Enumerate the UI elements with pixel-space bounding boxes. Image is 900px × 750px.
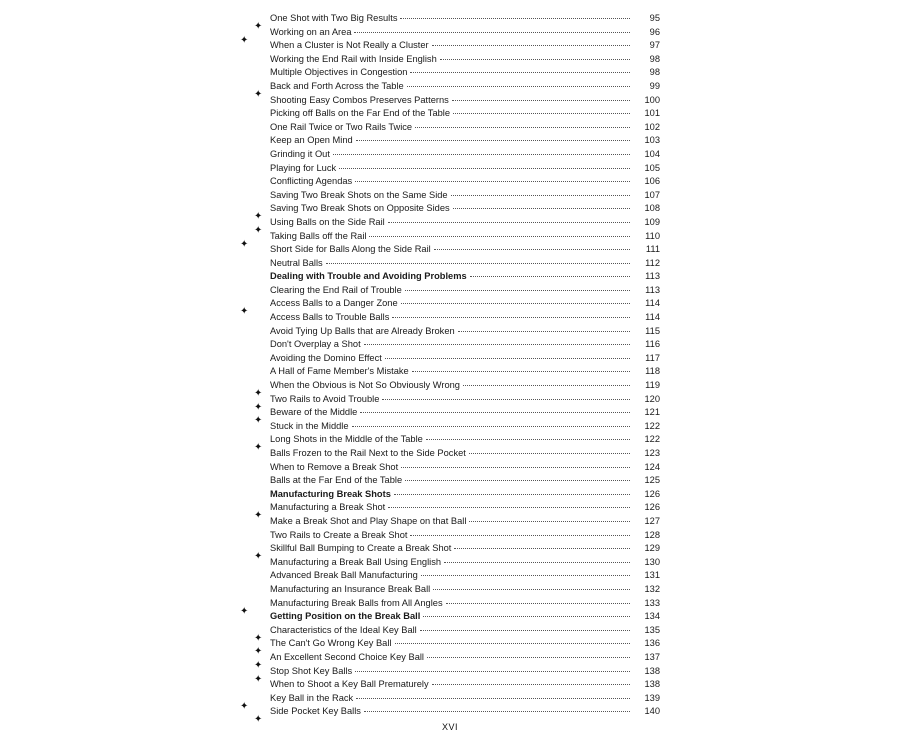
dot-leader [454,548,630,549]
toc-entry-title: Don't Overplay a Shot [270,339,361,350]
toc-entry-page-number: 135 [644,624,660,635]
dot-leader [432,45,630,46]
toc-entry-title: Working on an Area [270,26,352,37]
dot-leader [453,208,630,209]
toc-entry[interactable] [240,94,660,108]
dot-leader [356,698,630,699]
toc-entry-title-cell [270,216,634,230]
toc-entry-title-cell [270,692,634,706]
toc-entry-title-cell [270,80,634,94]
toc-entry[interactable] [240,338,660,352]
toc-entry-title: When to Remove a Break Shot [270,461,399,472]
toc-entry-title-cell [270,610,634,624]
toc-entry[interactable] [240,515,660,529]
toc-entry[interactable] [240,257,660,271]
diamond-bullet-icon: ✦ [254,673,263,685]
toc-entry-page-number: 116 [645,339,660,350]
toc-entry-page-number: 98 [649,53,660,64]
toc-entry-title: Saving Two Break Shots on the Same Side [270,189,448,200]
dot-leader [463,385,630,386]
toc-entry-title-cell [270,352,634,366]
toc-entry-title-cell [270,583,634,597]
toc-entry-title: Manufacturing Break Shots [270,488,391,499]
toc-entry-title-cell [270,338,634,352]
toc-entry-title-cell [270,624,634,638]
toc-entry[interactable] [240,189,660,203]
toc-entry-page-number: 104 [644,148,660,159]
dot-leader [434,249,630,250]
dot-leader [444,562,630,563]
toc-entry-title: Manufacturing a Break Shot [270,502,386,513]
diamond-bullet-icon: ✦ [254,659,263,671]
toc-entry-title: Manufacturing an Insurance Break Ball [270,583,431,594]
toc-entry[interactable] [240,529,660,543]
diamond-bullet-icon: ✦ [254,21,263,32]
toc-entry-title: Advanced Break Ball Manufacturing [270,570,418,581]
toc-entry-page-number: 136 [644,638,660,649]
toc-entry-title-cell [270,53,634,67]
toc-entry-page-number: 105 [644,162,660,173]
toc-entry-title-cell [270,134,634,148]
toc-entry-page-number: 140 [644,706,660,717]
toc-entry-page-number: 113 [645,271,660,282]
toc-entry-title: Dealing with Trouble and Avoiding Problems [270,271,467,282]
toc-entry-title: Clearing the End Rail of Trouble [270,284,402,295]
toc-entry-title-cell [270,107,634,121]
diamond-bullet-icon: ✦ [254,510,263,522]
toc-entry-title: A Hall of Fame Member's Mistake [270,366,409,377]
toc-entry-page-number: 132 [644,583,660,594]
toc-entry-title-cell [270,365,634,379]
toc-entry[interactable] [240,420,660,434]
toc-entry-page-number: 107 [644,189,660,200]
toc-entry-title-cell [270,529,634,543]
toc-entry-title-cell [270,447,634,461]
toc-entry-title: Manufacturing a Break Ball Using English [270,556,442,567]
toc-entry-title-cell [270,597,634,611]
toc-entry-title-cell [270,230,634,244]
toc-entry-page-number: 114 [645,298,660,309]
dot-leader [470,276,630,277]
toc-entry-page-number: 126 [644,502,660,513]
toc-entry-title-cell [270,569,634,583]
dot-leader [415,127,630,128]
toc-entry-page-number: 100 [644,94,660,105]
toc-entry-title: Working the End Rail with Inside English [270,53,437,64]
dot-leader [392,317,630,318]
toc-entry-title: Playing for Luck [270,162,337,173]
toc-entry-page-number: 121 [644,407,660,418]
dot-leader [410,72,630,73]
toc-entry-page-number: 126 [644,488,660,499]
toc-entry-page-number: 106 [644,176,660,187]
toc-entry-title-cell [270,515,634,529]
toc-entry-title: Using Balls on the Side Rail [270,216,385,227]
toc-entry-title: The Can't Go Wrong Key Ball [270,638,392,649]
toc-entry-page-number: 110 [645,230,660,241]
toc-entry[interactable] [240,107,660,121]
toc-entry-title: When a Cluster is Not Really a Cluster [270,40,429,51]
dot-leader [400,18,630,19]
dot-leader [326,263,630,264]
dot-leader [458,331,630,332]
dot-leader [432,684,630,685]
toc-entry-title: Keep an Open Mind [270,135,353,146]
dot-leader [469,521,630,522]
toc-entry-title-cell [270,665,634,679]
toc-entry-title-cell [270,637,634,651]
toc-entry-title-cell [270,406,634,420]
toc-entry-title: Skillful Ball Bumping to Create a Break Shot [270,543,452,554]
toc-entry-title: Access Balls to a Danger Zone [270,298,398,309]
toc-entry[interactable] [240,583,660,597]
dot-leader [405,480,630,481]
dot-leader [440,59,630,60]
toc-entry-title-cell [270,175,634,189]
dot-leader [407,86,630,87]
toc-entry-title-cell [270,325,634,339]
toc-entry-title: Stuck in the Middle [270,420,349,431]
toc-entry-title: When to Shoot a Key Ball Prematurely [270,679,429,690]
toc-entry-title: Shooting Easy Combos Preserves Patterns [270,94,449,105]
diamond-bullet-icon: ✦ [254,632,263,644]
dot-leader [469,453,630,454]
dot-leader [354,32,630,33]
toc-entry-page-number: 124 [644,461,660,472]
dot-leader [369,236,630,237]
diamond-bullet-icon: ✦ [254,442,263,454]
toc-entry-page-number: 99 [649,80,660,91]
toc-entry-title-cell [270,121,634,135]
dot-leader [360,412,630,413]
toc-entry-title: Multiple Objectives in Congestion [270,67,408,78]
toc-entry-title: Getting Position on the Break Ball [270,611,421,622]
dot-leader [355,671,630,672]
toc-entry-page-number: 123 [644,448,660,458]
toc-entry[interactable] [240,53,660,67]
toc-entry-page-number: 114 [645,312,660,323]
toc-entry-title-cell [270,270,634,284]
diamond-bullet-icon: ✦ [254,646,263,658]
toc-entry-title-cell [270,379,634,393]
toc-entry-title: Conflicting Agendas [270,176,353,187]
toc-entry-page-number: 138 [644,679,660,690]
dot-leader [452,100,630,101]
toc-entry-title-cell [270,26,634,40]
toc-entry-page-number: 112 [645,257,660,268]
toc-entry-title: Neutral Balls [270,257,323,268]
toc-entry-page-number: 118 [645,366,660,377]
dot-leader [356,140,630,141]
toc-entry-title-cell [270,651,634,665]
toc-entry-page-number: 127 [644,515,660,526]
toc-entry[interactable] [240,162,660,176]
toc-entry-page-number: 115 [645,325,660,336]
diamond-bullet-icon: ✦ [254,401,263,413]
toc-entry-title: Balls Frozen to the Rail Next to the Side Pocket [270,448,466,458]
toc-entry[interactable] [240,148,660,162]
toc-entry[interactable] [240,311,660,325]
dot-leader [410,535,630,536]
toc-entry-title-cell [270,705,634,719]
toc-entry-title: Long Shots in the Middle of the Table [270,434,423,445]
toc-entry-title-cell [270,542,634,556]
toc-entry-page-number: 122 [644,434,660,445]
toc-entry-title: An Excellent Second Choice Key Ball [270,651,425,662]
toc-entry-title-cell [270,202,634,216]
toc-entry-title: Balls at the Far End of the Table [270,475,403,486]
toc-entry-page-number: 101 [644,108,660,119]
toc-entry[interactable] [240,365,660,379]
toc-entry-title: Avoiding the Domino Effect [270,352,382,363]
toc-entry-title-cell [270,162,634,176]
diamond-bullet-icon: ✦ [254,415,263,427]
toc-entry-title: Characteristics of the Ideal Key Ball [270,624,417,635]
toc-entry[interactable] [240,39,660,53]
toc-entry-title: Key Ball in the Rack [270,692,354,703]
toc-entry[interactable] [240,352,660,366]
toc-entry-title: Avoid Tying Up Balls that are Already Broken [270,325,455,336]
toc-entry[interactable] [240,474,660,488]
dot-leader [426,439,630,440]
toc-entry-title-cell [270,94,634,108]
toc-entry-page-number: 133 [644,597,660,608]
toc-entry-page-number: 129 [644,543,660,554]
toc-entry-title-cell [270,297,634,311]
toc-entry-page-number: 108 [644,203,660,214]
dot-leader [423,616,630,617]
diamond-bullet-icon: ✦ [254,224,263,236]
toc-entry[interactable] [240,325,660,339]
toc-entry[interactable] [240,610,660,624]
toc-entry-page-number: 128 [644,529,660,540]
toc-entry-title: Two Rails to Create a Break Shot [270,529,408,540]
toc-entry-title: Saving Two Break Shots on Opposite Sides [270,203,450,214]
toc-entry-title-cell [270,243,634,257]
toc-entry[interactable] [240,461,660,475]
diamond-bullet-icon: ✦ [254,211,263,223]
dot-leader [453,113,630,114]
diamond-bullet-icon: ✦ [240,306,249,318]
toc-entry-title-cell [270,556,634,570]
toc-entry-title-cell [270,420,634,434]
toc-entry[interactable] [240,175,660,189]
dot-leader [394,494,630,495]
diamond-bullet-icon: ✦ [240,700,249,712]
toc-entry[interactable] [240,134,660,148]
toc-entry-page-number: 134 [644,611,660,622]
toc-entry-title: Short Side for Balls Along the Side Rail [270,244,431,255]
toc-entry-title: Manufacturing Break Balls from All Angles [270,597,443,608]
dot-leader [388,507,630,508]
diamond-bullet-icon: ✦ [254,551,263,563]
toc-entry-page-number: 97 [649,40,660,51]
diamond-bullet-icon: ✦ [240,605,249,617]
toc-entry-page-number: 95 [649,13,660,23]
toc-entry[interactable] [240,488,660,502]
diamond-bullet-icon: ✦ [254,388,263,400]
toc-entry-title-cell [270,66,634,80]
toc-entry-page-number: 102 [644,121,660,132]
toc-entry-title-cell [270,284,634,298]
toc-entry-page-number: 122 [644,420,660,431]
toc-entry-title-cell [270,257,634,271]
dot-leader [395,643,631,644]
toc-entry-title-cell [270,393,634,407]
toc-entry-title-cell [270,39,634,53]
toc-entry-title: One Rail Twice or Two Rails Twice [270,121,413,132]
toc-entry-title: Two Rails to Avoid Trouble [270,393,380,404]
dot-leader [427,657,630,658]
toc-entry[interactable] [240,270,660,284]
toc-entry[interactable] [240,243,660,257]
toc-entry-page-number: 120 [644,393,660,404]
toc-entry-title-cell [270,461,634,475]
diamond-bullet-icon: ✦ [254,88,263,100]
toc-entry[interactable] [240,569,660,583]
toc-entry-title-cell [270,501,634,515]
toc-entry[interactable] [240,556,660,570]
diamond-bullet-icon: ✦ [254,714,263,726]
dot-leader [401,303,630,304]
toc-entry-page-number: 103 [644,135,660,146]
toc-entry-title: Make a Break Shot and Play Shape on that Ball [270,515,467,526]
toc-entry-title: Grinding it Out [270,148,330,159]
toc-entry-title-cell [270,189,634,203]
toc-entry-title: Picking off Balls on the Far End of the Table [270,108,451,119]
toc-entry-title-cell [270,678,634,692]
toc-entry-title-cell [270,311,634,325]
toc-entry-title-cell [270,433,634,447]
dot-leader [385,358,630,359]
dot-leader [382,399,630,400]
toc-entry-title-cell [270,148,634,162]
dot-leader [433,589,630,590]
toc-entry[interactable] [240,66,660,80]
toc-entry-page-number: 138 [644,665,660,676]
diamond-bullet-icon: ✦ [240,34,249,46]
toc-entry-page-number: 96 [649,26,660,37]
toc-entry-title-cell [270,12,634,26]
toc-entry-page-number: 111 [645,244,660,255]
toc-entry-page-number: 119 [645,380,660,391]
dot-leader [412,371,630,372]
dot-leader [401,467,630,468]
toc-entry-page-number: 130 [644,556,660,567]
toc-entry-page-number: 113 [645,284,660,295]
toc-entry-title: When the Obvious is Not So Obviously Wrong [270,380,460,391]
dot-leader [405,290,630,291]
dot-leader [421,575,630,576]
dot-leader [451,195,630,196]
dot-leader [333,154,630,155]
toc-entry[interactable] [240,284,660,298]
dot-leader [364,711,630,712]
diamond-bullet-icon: ✦ [240,238,249,250]
toc-entry-title-cell [270,474,634,488]
toc-entry-title: Access Balls to Trouble Balls [270,312,390,323]
dot-leader [364,344,630,345]
dot-leader [339,168,630,169]
toc-entry[interactable] [240,678,660,692]
dot-leader [355,181,630,182]
dot-leader [446,603,630,604]
dot-leader [388,222,630,223]
dot-leader [352,426,630,427]
toc-entry-title: Stop Shot Key Balls [270,665,353,676]
toc-entry-title: Taking Balls off the Rail [270,230,367,241]
toc-entry-title-cell [270,488,634,502]
toc-entry-page-number: 137 [644,651,660,662]
toc-entry-page-number: 139 [644,692,660,703]
toc-entry-list [240,12,660,726]
toc-entry[interactable] [240,447,660,461]
toc-entry-page-number: 117 [645,352,660,363]
dot-leader [420,630,630,631]
page-folio: XVI [441,722,458,732]
toc-entry[interactable] [240,121,660,135]
toc-entry-title: Back and Forth Across the Table [270,80,404,91]
toc-entry-page-number: 131 [644,570,660,581]
toc-entry-title: One Shot with Two Big Results [270,13,398,23]
toc-entry-page-number: 98 [649,67,660,78]
toc-entry-title: Side Pocket Key Balls [270,706,361,717]
toc-entry-title: Beware of the Middle [270,407,358,418]
toc-entry-page-number: 109 [644,216,660,227]
toc-entry-page-number: 125 [644,475,660,486]
toc-entry[interactable] [240,705,660,726]
